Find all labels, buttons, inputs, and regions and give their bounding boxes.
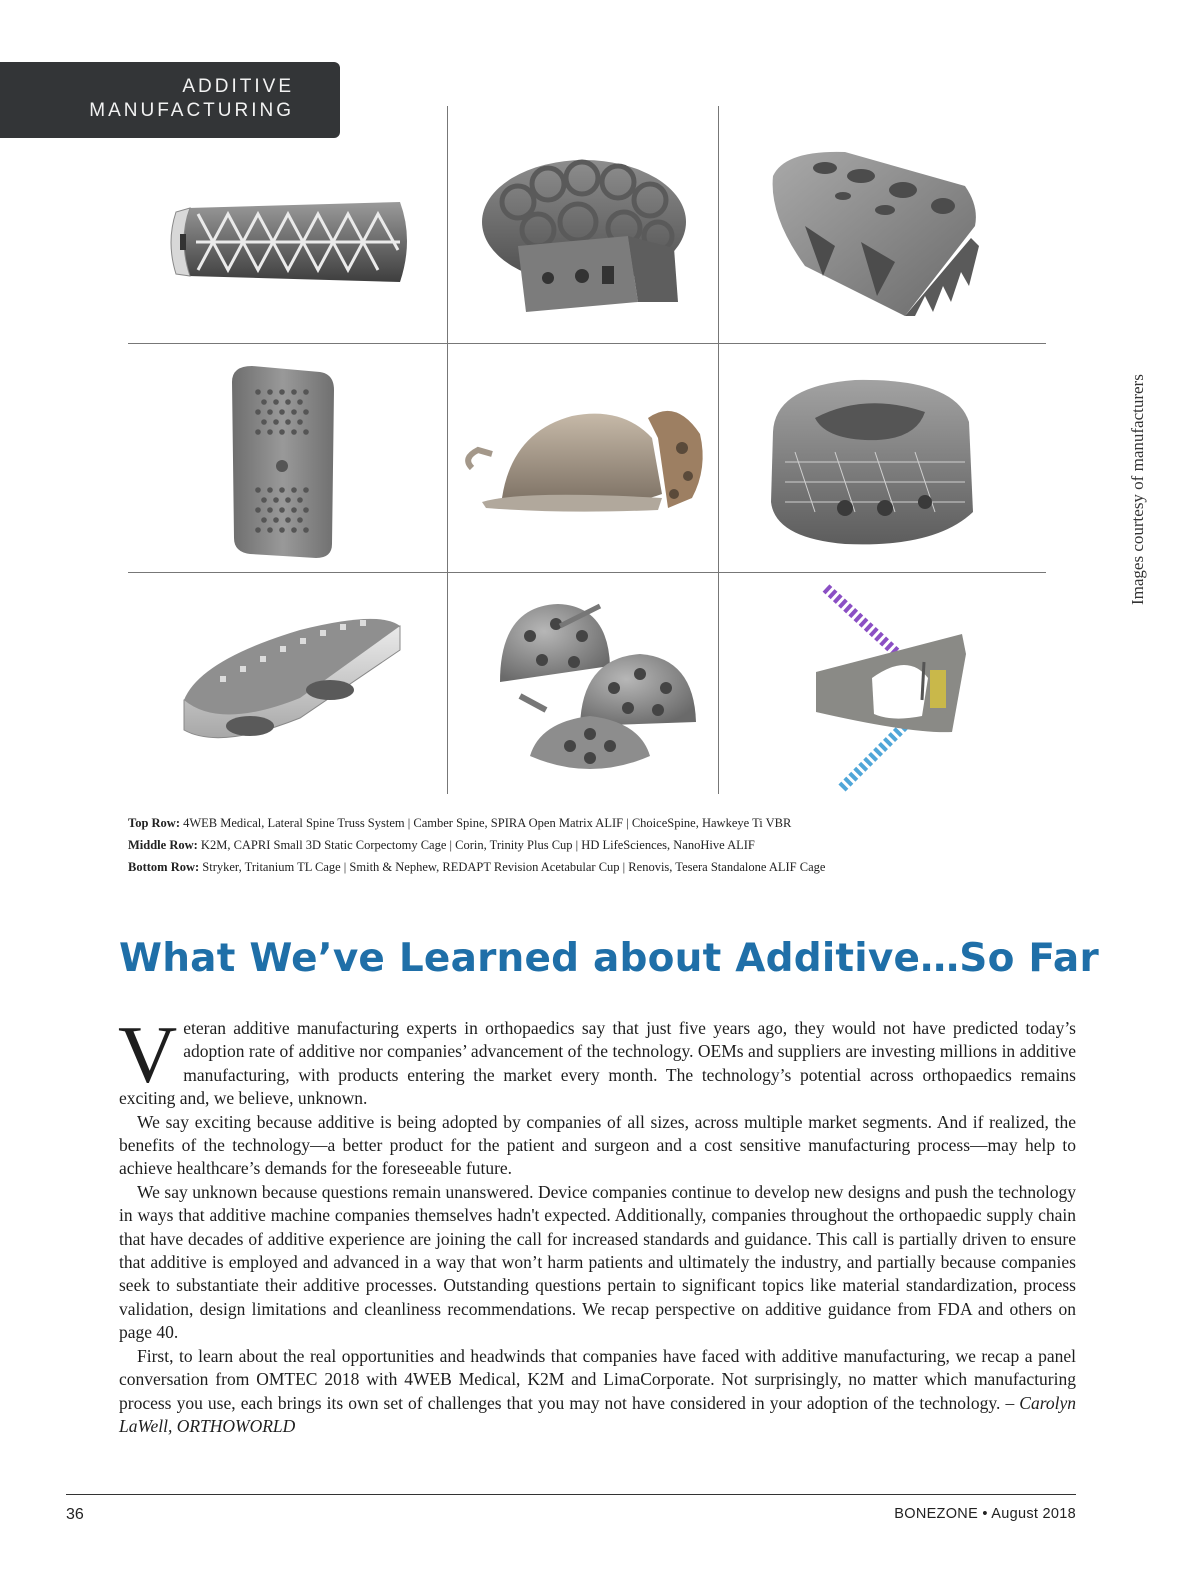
photo-captions [128, 812, 1088, 878]
article-paragraph [118, 1009, 1076, 1111]
section-tab-line1: ADDITIVE [182, 76, 294, 97]
open-matrix-alif-cage-icon [478, 152, 690, 322]
revision-acetabular-cups-icon [490, 596, 700, 782]
paragraph-text: eteran additive manufacturing experts in orthopaedics say that just five years ago, they would not have predicted today’s adoption rate of additive nor companies’ advancement of the technology. OEMs and suppliers are investing millions in additive manufacturing, with products entering the market every month. The technology’s potential across orthopaedics remains exciting and, we believe, unknown. [119, 1018, 1076, 1109]
article-paragraph [119, 1345, 1076, 1439]
acetabular-cup-icon [462, 398, 710, 526]
titanium-vbr-cage-icon [765, 146, 990, 326]
caption-row-label: Middle Row: [128, 838, 198, 852]
drop-cap: V [118, 1009, 178, 1100]
byline: – Carolyn LaWell, ORTHOWORLD [119, 1392, 1076, 1436]
nanohive-alif-cage-icon [765, 372, 980, 552]
article-headline: What We’ve Learned about Additive…So Far [119, 936, 1099, 981]
paragraph-text: First, to learn about the real opportunities and headwinds that companies have faced with additive manufacturing, we recap a panel conversation from OMTEC 2018 with 4WEB Medical, K2M and LimaCorporate. Not surprisingly, no matter which manufacturing process you use, each brings its own set of challenges that you may not have considered in your adoption of the technology. [119, 1345, 1076, 1413]
article-body [118, 1009, 1076, 1438]
caption-top-row [128, 812, 1088, 834]
spine-truss-cage-icon [168, 190, 416, 292]
image-credit: Images courtesy of manufacturers [1128, 374, 1147, 605]
page-number: 36 [66, 1506, 84, 1523]
caption-row-label: Top Row: [128, 816, 180, 830]
caption-bottom-row [128, 856, 1088, 878]
grid-divider-vertical [447, 106, 448, 794]
grid-divider-horizontal [128, 343, 1046, 344]
magazine-issue: BONEZONE • August 2018 [894, 1506, 1076, 1522]
caption-row-text: Stryker, Tritanium TL Cage | Smith & Nephew, REDAPT Revision Acetabular Cup | Renovis, Tesera Standalone ALIF Cage [202, 860, 826, 874]
corpectomy-cage-icon [228, 362, 338, 562]
section-tab-line2: MANUFACTURING [89, 100, 294, 121]
standalone-alif-cage-with-screws-icon [812, 582, 970, 794]
grid-divider-horizontal [128, 572, 1046, 573]
section-tab [0, 62, 340, 138]
article-paragraph: We say exciting because additive is being adopted by companies of all sizes, across multiple market segments. And if realized, the benefits of the technology—a better product for the patient and surgeon and a cost sensitive manufacturing process—may help to achieve healthcare’s demands for the foreseeable future. [119, 1111, 1076, 1179]
caption-middle-row [128, 834, 1088, 856]
caption-row-text: K2M, CAPRI Small 3D Static Corpectomy Cage | Corin, Trinity Plus Cup | HD LifeSciences, NanoHive ALIF [200, 838, 755, 852]
titanium-tl-cage-icon [180, 600, 405, 750]
article-paragraph: We say unknown because questions remain unanswered. Device companies continue to develop new designs and push the technology in ways that additive machine companies themselves hadn't expected. Additionally, companies throughout the orthopaedic supply chain that have decades of additive experience are joining the call for increased standards and guidance. This call is partially driven to ensure that additive is employed and advanced in a way that won’t harm patients and ultimately the industry, and partially because companies seek to substantiate their additive processes. Outstanding questions pertain to significant topics like material standardization, process validation, design limitations and cleanliness recommendations. We recap perspective on additive guidance from FDA and others on page 40. [119, 1181, 1076, 1343]
caption-row-label: Bottom Row: [128, 860, 200, 874]
footer-divider [66, 1494, 1076, 1495]
grid-divider-vertical [718, 106, 719, 794]
caption-row-text: 4WEB Medical, Lateral Spine Truss System | Camber Spine, SPIRA Open Matrix ALIF | ChoiceSpine, Hawkeye Ti VBR [183, 816, 792, 830]
